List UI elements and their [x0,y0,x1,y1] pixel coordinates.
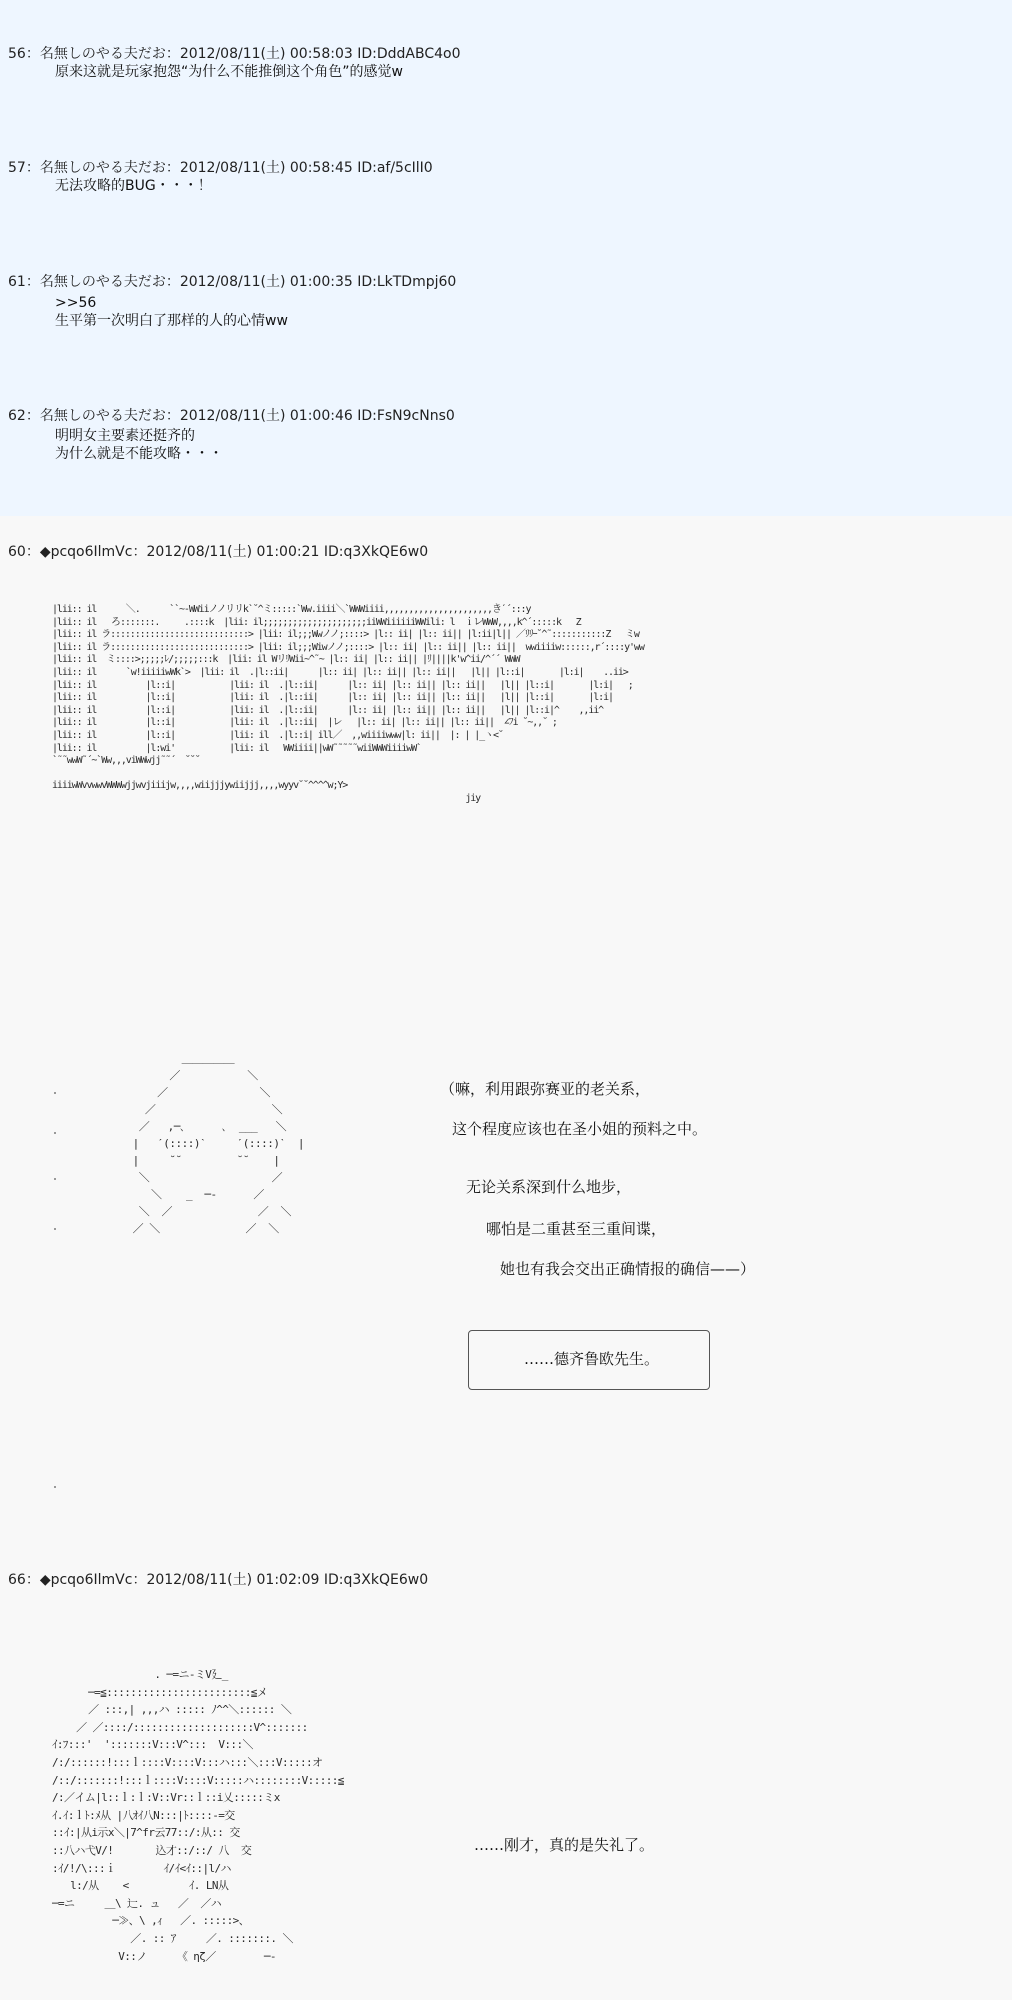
art-dot [54,1178,56,1180]
post-reply-link[interactable]: >>56 [55,295,97,311]
thought-line: 哪怕是二重甚至三重间谍， [486,1220,667,1238]
art-dot [54,1092,56,1094]
art-dot [54,1228,56,1230]
post-header: 62：名無しのやる夫だお：2012/08/11(土) 01:00:46 ID:FsN9cNns0 [8,408,455,424]
dialogue-line: ……刚才，真的是失礼了。 [474,1836,655,1854]
author-post-header: 60：◆pcqo6IlmVc：2012/08/11(土) 01:00:21 ID:q3XkQE6w0 [8,544,429,560]
art-dot [54,1132,56,1134]
post-body: 明明女主要素还挺齐的 [55,428,195,444]
face-ascii-art: ＿＿＿＿＿ ／ ＼ ／ ＼ ／ ＼ ／ ,─､ ､ ___ ＼ | ˊ(::::)ˋ ˊ(::::)ˋ | | ˘˘ ˘˘ | ＼ ／ ＼ _ ─- ／ ＼ ／ ／ ＼ ／ ＼ ／ ＼ [132,1052,304,1235]
post-header: 56：名無しのやる夫だお：2012/08/11(土) 00:58:03 ID:DddABC4o0 [8,46,461,62]
post-header: 57：名無しのやる夫だお：2012/08/11(土) 00:58:45 ID:af/5cIlI0 [8,160,433,176]
post-body: 生平第一次明白了那样的人的心情ww [55,313,288,329]
title-ascii-art: |lii:: il ＼. ``~-WWiiノノリリk`˘^ミ:::::`Ww.iiii＼`WWWiiii,,,,,,,,,,,,,,,,,,,,,,きˊ´:::y |lii:: il ろ:::::::. .::::k |lii: il;;;;;;;;;;;;;;;;;;;;;iiWWiiiiiiWWili: l ｉレWWW,,,,k^´:::::k Z |lii:: il ラ::::::::::::::::::::::::::::> |lii: il;;;Wwノノ;::::> |l:: ii| |l:: ii|| |l:ii|l|| ／ﾘﾘｰ˘^˜:::::::::::Z ミw |lii:: il ラ::::::::::::::::::::::::::::> |lii: il;;;Wiwノノ;::::> |l:: ii| |l:: ii|| |l:: ii|| wwiiiiw::::::,r´::::y'ww |lii:: il ミ::::>;;;;;ﾚ/;;;;;:::k |lii: il WリﾘWii~^˜~ |l:: ii| |l:: ii|| |ﾘ||||k'w^ii/^´´ WWW |lii:: il `w!iiiiiwWk`> |lii: il .|l::ii| |l:: ii| |l:: ii|| |l:: ii|| |l|| |l::i| |l:i| ..ii> |lii:: il |l::i| |lii: il .|l::ii| |l:: ii| |l:: ii|| |l:: ii|| |l|| |l::i| |l:i| ; |lii:: il |l::i| |lii: il .|l::ii| |l:: ii| |l:: ii|| |l:: ii|| |l|| |l::i| |l:i| |lii:: il |l::i| |lii: il .|l::ii| |l:: ii| |l:: ii|| |l:: ii|| |l|| |l::i|^ ,,ii^ |lii:: il |l::i| |lii: il .|l::ii| |レ |l:: ii| |l:: ii|| |l:: ii|| ∠ﾌi ˘~,,˘ ; |lii:: il |l::i| |lii: il .|l::i| ill／ ,,wiiiiwww|l: ii|| |: | |_ヽ<˘ |lii:: il |l:wi' |lii: il WWiiii||wW˜˜˜˜˜wiiWWWiiiiwW` `˜˜wwW˜´~`Ww,,,viWWwjj˜˜´ ˘˘˘ iiiiwWvvwwvWWWwjjwvjiiijw,,,,wiijjjywiijjj,,,,wyyv˘˘^^^^w;Y> jiy [52,604,644,804]
thought-line: 无论关系深到什么地步， [466,1178,632,1196]
thought-line: （嘛，利用跟弥赛亚的老关系， [440,1080,651,1098]
art-dot [54,1486,56,1488]
speech-text: ……德齐鲁欧先生。 [524,1350,660,1368]
post-header: 61：名無しのやる夫だお：2012/08/11(土) 01:00:35 ID:LkTDmpj60 [8,274,457,290]
thought-line: 这个程度应该也在圣小姐的预料之中。 [452,1120,708,1138]
figure-ascii-art: . ─=ニ-ミV廴_ ─=≦::::::::::::::::::::::::≦メ ／ :::,| ,,,ハ ::::: ﾉ^^＼:::::: ＼ ／ ／::::/::::::::::::::::::::V^::::::: ｲ:ﾌ:::' ':::::::V:::V^::: V:::＼ /:/::::::!:::ｌ::::V::::V:::ハ:::＼:::V:::::オ /::/:::::::!:::ｌ::::V::::V:::::ハ::::::::V:::::≦ /:／イム|l::ｌ:ｌ:V::Vr::ｌ::i乂:::::ミx ｲ.ｲ:ｌﾄ:ﾒ从 |八ｵｲ八N:::|ﾄ::::-=交 ::ｲ:|从i示x＼|7^fr云77::/:从:: 交 ::八ハ弋V/! 込才::/::/ 八 交 :ｲ/!/\:::ｉ ｲ/ｲ<ｲ::|l/ハ l:/从 < ｲ. LN从 ─=ニ ＿\ 辷. ュ ／ ／ハ ─≫、\ ,ｨ ／. :::::>、 ／. :: ｱ ／. :::::::. ＼ V::ノ 《 ηζ／ ─- [52,1668,344,1963]
thought-line: 她也有我会交出正确情报的确信——） [500,1260,756,1278]
post-body: 原来这就是玩家抱怨“为什么不能推倒这个角色”的感觉w [55,64,403,80]
post-body: 无法攻略的BUG・・・！ [55,178,212,194]
author-post-header: 66：◆pcqo6IlmVc：2012/08/11(土) 01:02:09 ID:q3XkQE6w0 [8,1572,429,1588]
post-body: 为什么就是不能攻略・・・ [55,446,223,462]
